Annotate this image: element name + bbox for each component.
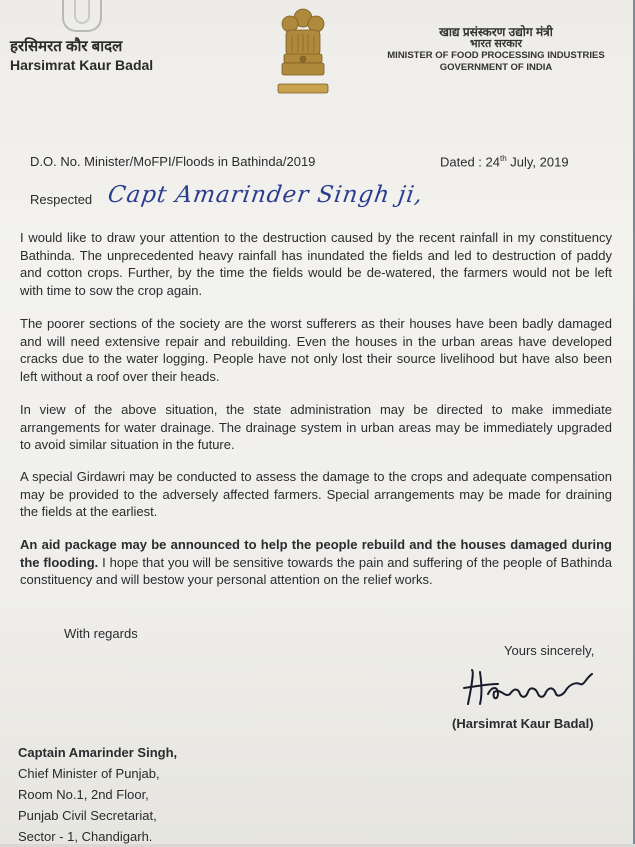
paragraph-4: A special Girdawri may be conducted to assess the damage to the crops and adequate compensation may be provided to the adversely affected farmers. Special arrangements may be made for draining the fields at the earliest. <box>20 469 612 519</box>
national-emblem-icon <box>274 4 332 96</box>
letter-date: Dated : 24th July, 2019 <box>440 154 569 170</box>
paragraph-2: The poorer sections of the society are the worst sufferers as their houses have been badly damaged and will need extensive repair and rebuilding. Even the houses in the urban areas have developed cracks due to the water logging. People have not only lost their source livelihood but have also been left without a roof over their heads. <box>20 316 612 384</box>
paragraph-3: In view of the above situation, the state administration may be directed to make immediate arrangements for water drainage. The drainage system in urban areas may be immediately upgraded to avoid similar situation in the future. <box>20 402 612 452</box>
recipient-address <box>18 742 177 847</box>
paragraph-5-rest: I hope that you will be sensitive towards the pain and suffering of the people of Bathinda constituency and will bestow your personal attention on the relief works. <box>20 554 612 587</box>
sender-name: Harsimrat Kaur Badal <box>10 57 154 73</box>
salutation-label: Respected <box>30 192 93 207</box>
regards-line: With regards <box>64 626 138 641</box>
address-line: Chief Minister of Punjab, <box>18 766 160 781</box>
reference-number: D.O. No. Minister/MoFPI/Floods in Bathinda/2019 <box>30 154 316 169</box>
sender-name-hindi: हरसिमरत कौर बादल <box>10 38 123 55</box>
signature-icon <box>458 664 608 710</box>
minister-title-block <box>378 26 614 74</box>
government-hindi: भारत सरकार <box>469 38 523 50</box>
minister-title: MINISTER OF FOOD PROCESSING INDUSTRIES <box>387 50 605 61</box>
paragraph-1: I would like to draw your attention to the destruction caused by the recent rainfall in my constituency Bathinda. The unprecedented heavy rainfall has inundated the fields and led to destruction of paddy and cotton crops. Further, by the time the fields would be de-watered, the farmers would not be left with time to sow the crop again. <box>20 230 612 298</box>
minister-title-hindi: खाद्य प्रसंस्करण उद्योग मंत्री <box>439 25 553 39</box>
yours-sincerely: Yours sincerely, <box>504 643 595 658</box>
address-line: Room No.1, 2nd Floor, <box>18 787 149 802</box>
government-name: GOVERNMENT OF INDIA <box>439 62 553 73</box>
paragraph-5 <box>20 536 612 589</box>
address-line: Punjab Civil Secretariat, <box>18 808 157 823</box>
paragraph-5-bold: An aid package may be announced to help the people rebuild and the houses damaged during the flooding. <box>20 537 612 570</box>
paper-clip-inner <box>74 0 90 24</box>
signatory-name: (Harsimrat Kaur Badal) <box>452 716 594 731</box>
address-line: Sector - 1, Chandigarh. <box>18 829 153 844</box>
recipient-name: Captain Amarinder Singh, <box>18 745 178 760</box>
handwritten-salutation: Capt Amarinder Singh ji, <box>106 182 425 208</box>
